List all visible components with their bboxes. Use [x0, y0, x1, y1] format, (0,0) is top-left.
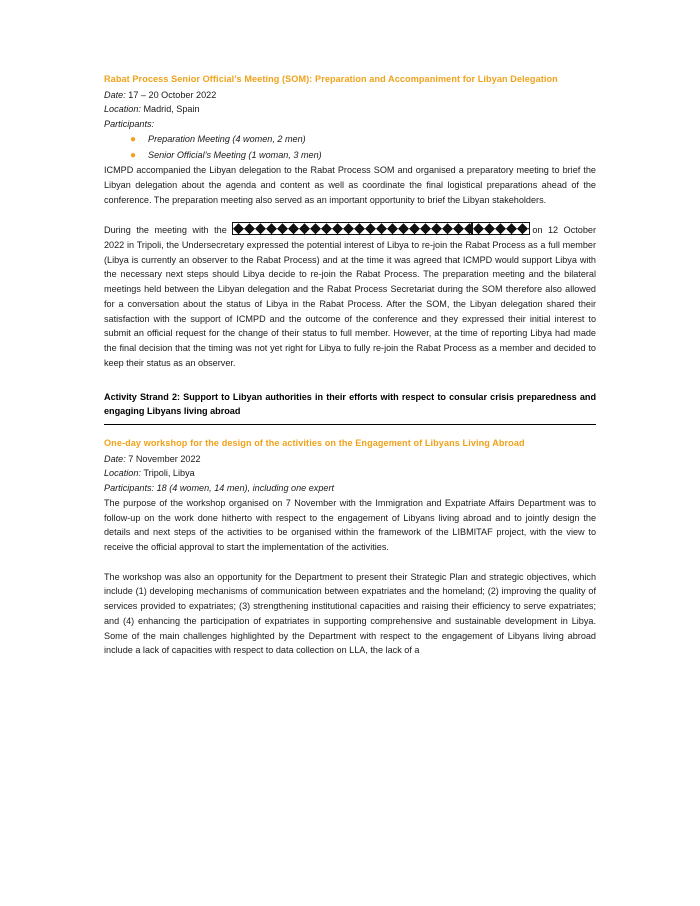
som-date-label: Date: [104, 89, 126, 100]
som-paragraph-2-rest: on 12 October 2022 in Tripoli, the Undersecretary expressed the potential interest of Libya to re-join the Rabat Process as a full member (Libya is currently an observer to the Rabat Process) and at the time it was agreed that ICMPD would support Libya with the necessary next steps should Libya decide to re-join the Rabat Process. The preparation meeting and the bilateral meetings held between the Libyan delegation and the Rabat Process Secretariat during the SOM therefore also allowed for a conversation about the status of Libya in the Rabat Process. After the SOM, the Libyan delegation shared their satisfaction with the support of ICMPD and the outcome of the conference and they expressed their initial interest to submit an official request for the change of their status to full member. However, at the time of reporting Libya had made the final decision that the timing was not yet right for Libya to fully re-join the Rabat Process as a member and decided to keep their status as an observer. [104, 225, 596, 368]
document-body [104, 72, 596, 658]
workshop-date-label: Date: [104, 453, 126, 464]
workshop-location-label: Location: [104, 468, 141, 479]
redaction-block [472, 222, 530, 235]
section-divider [104, 424, 596, 425]
workshop-participants-value: 18 (4 women, 14 men), including one expert [156, 483, 335, 494]
som-participants-label: Participants: [104, 119, 155, 130]
workshop-location-value: Tripoli, Libya [143, 468, 195, 479]
som-date-line [104, 88, 596, 103]
workshop-location-line [104, 466, 596, 481]
redaction-block [232, 222, 472, 235]
som-paragraph-2-start: During the meeting with the [104, 225, 227, 236]
section-strand-2 [104, 390, 596, 659]
som-participants-list [104, 132, 596, 163]
bullet-dot-icon: ● [130, 133, 137, 145]
som-paragraph-2 [104, 222, 596, 370]
som-date-value: 17 – 20 October 2022 [128, 89, 217, 100]
bullet-dot-icon: ● [130, 149, 137, 161]
workshop-participants-label: Participants: [104, 483, 155, 494]
som-paragraph-1: ICMPD accompanied the Libyan delegation to the Rabat Process SOM and organised a preparatory meeting to brief the Libyan delegation about the agenda and content as well as coordinate the final logistical preparations ahead of the conference. The preparation meeting also served as an important opportunity to brief the Libyan stakeholders. [104, 165, 596, 205]
section-spacer [104, 371, 596, 390]
list-item-label: Preparation Meeting (4 women, 2 men) [148, 133, 306, 144]
workshop-date-line [104, 452, 596, 467]
section-heading-workshop: One-day workshop for the design of the activities on the Engagement of Libyans Living Abroad [104, 437, 525, 448]
section-heading-som: Rabat Process Senior Official’s Meeting (SOM): Preparation and Accompaniment for Libyan Delegation [104, 74, 558, 84]
som-location-label: Location: [104, 104, 141, 115]
som-participants-line [104, 117, 596, 132]
section-som [104, 72, 596, 371]
paragraph-spacer [104, 207, 596, 222]
workshop-date-value: 7 November 2022 [128, 453, 201, 464]
som-location-line [104, 102, 596, 117]
paragraph-spacer [104, 555, 596, 570]
workshop-paragraph-1: The purpose of the workshop organised on 7 November with the Immigration and Expatriate Affairs Department was to follow-up on the work done hitherto with respect to the engagement of Libyans living abroad and to jointly design the details and next steps of the activities to be organised within the framework of the LIBMITAF project, with the view to receive the official approval to start the implementation of the activities. [104, 497, 596, 552]
som-location-value: Madrid, Spain [143, 104, 200, 115]
strand-2-heading: Activity Strand 2: Support to Libyan authorities in their efforts with respect to consular crisis preparedness and engaging Libyans living abroad [104, 391, 596, 417]
list-item [104, 132, 596, 148]
workshop-participants-line [104, 481, 596, 496]
list-item [104, 148, 596, 164]
list-item-label: Senior Official’s Meeting (1 woman, 3 men) [148, 149, 322, 160]
workshop-paragraph-2: The workshop was also an opportunity for the Department to present their Strategic Plan and strategic objectives, which include (1) developing mechanisms of communication between expatriates and the homeland; (2) improving the quality of services provided to expatriates; (3) strengthening institutional capacities and raising their efficiency to serve expatriates; and (4) enhancing the participation of expatriates in supporting comprehensive and sustainable development in Libya. Some of the main challenges highlighted by the Department with respect to the engagement of Libyans living abroad include a lack of capacities with respect to data collection on LLA, the lack of a [104, 571, 596, 656]
